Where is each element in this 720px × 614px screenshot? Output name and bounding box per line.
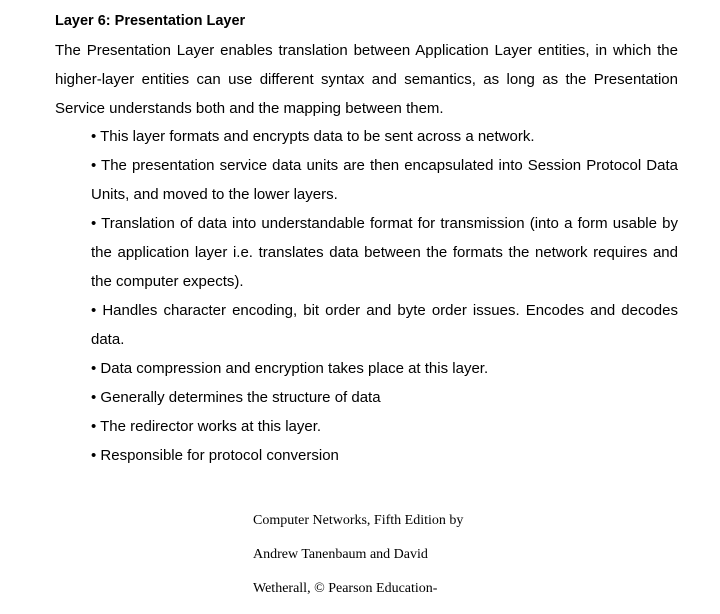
intro-paragraph: The Presentation Layer enables translation between Application Layer entities, in which the higher-layer entities can use different syntax and semantics, as long as the Presentation Service understands both and the mapping between them. <box>55 42 678 117</box>
bullet-item: • Translation of data into understandable format for transmission (into a form usable by the application layer i.e. translates data between the formats the network requires and the computer expects). <box>91 215 678 290</box>
source-credit-line: Computer Networks, Fifth Edition by <box>253 513 464 528</box>
bullet-item: • The redirector works at this layer. <box>91 418 322 435</box>
source-credit <box>253 495 513 614</box>
bullet-item: • The presentation service data units are then encapsulated into Session Protocol Data Units, and moved to the lower layers. <box>91 157 678 203</box>
bullet-list <box>91 122 678 470</box>
source-credit-line: Wetherall, © Pearson Education- <box>253 581 438 596</box>
bullet-item: • Generally determines the structure of data <box>91 389 381 406</box>
bullet-item: • Responsible for protocol conversion <box>91 447 339 464</box>
bullet-item: • Data compression and encryption takes place at this layer. <box>91 360 489 377</box>
source-credit-line: Andrew Tanenbaum and David <box>253 547 428 562</box>
page-title: Layer 6: Presentation Layer <box>55 13 246 29</box>
bullet-item: • This layer formats and encrypts data to be sent across a network. <box>91 128 535 145</box>
bullet-item: • Handles character encoding, bit order and byte order issues. Encodes and decodes data. <box>91 302 678 348</box>
